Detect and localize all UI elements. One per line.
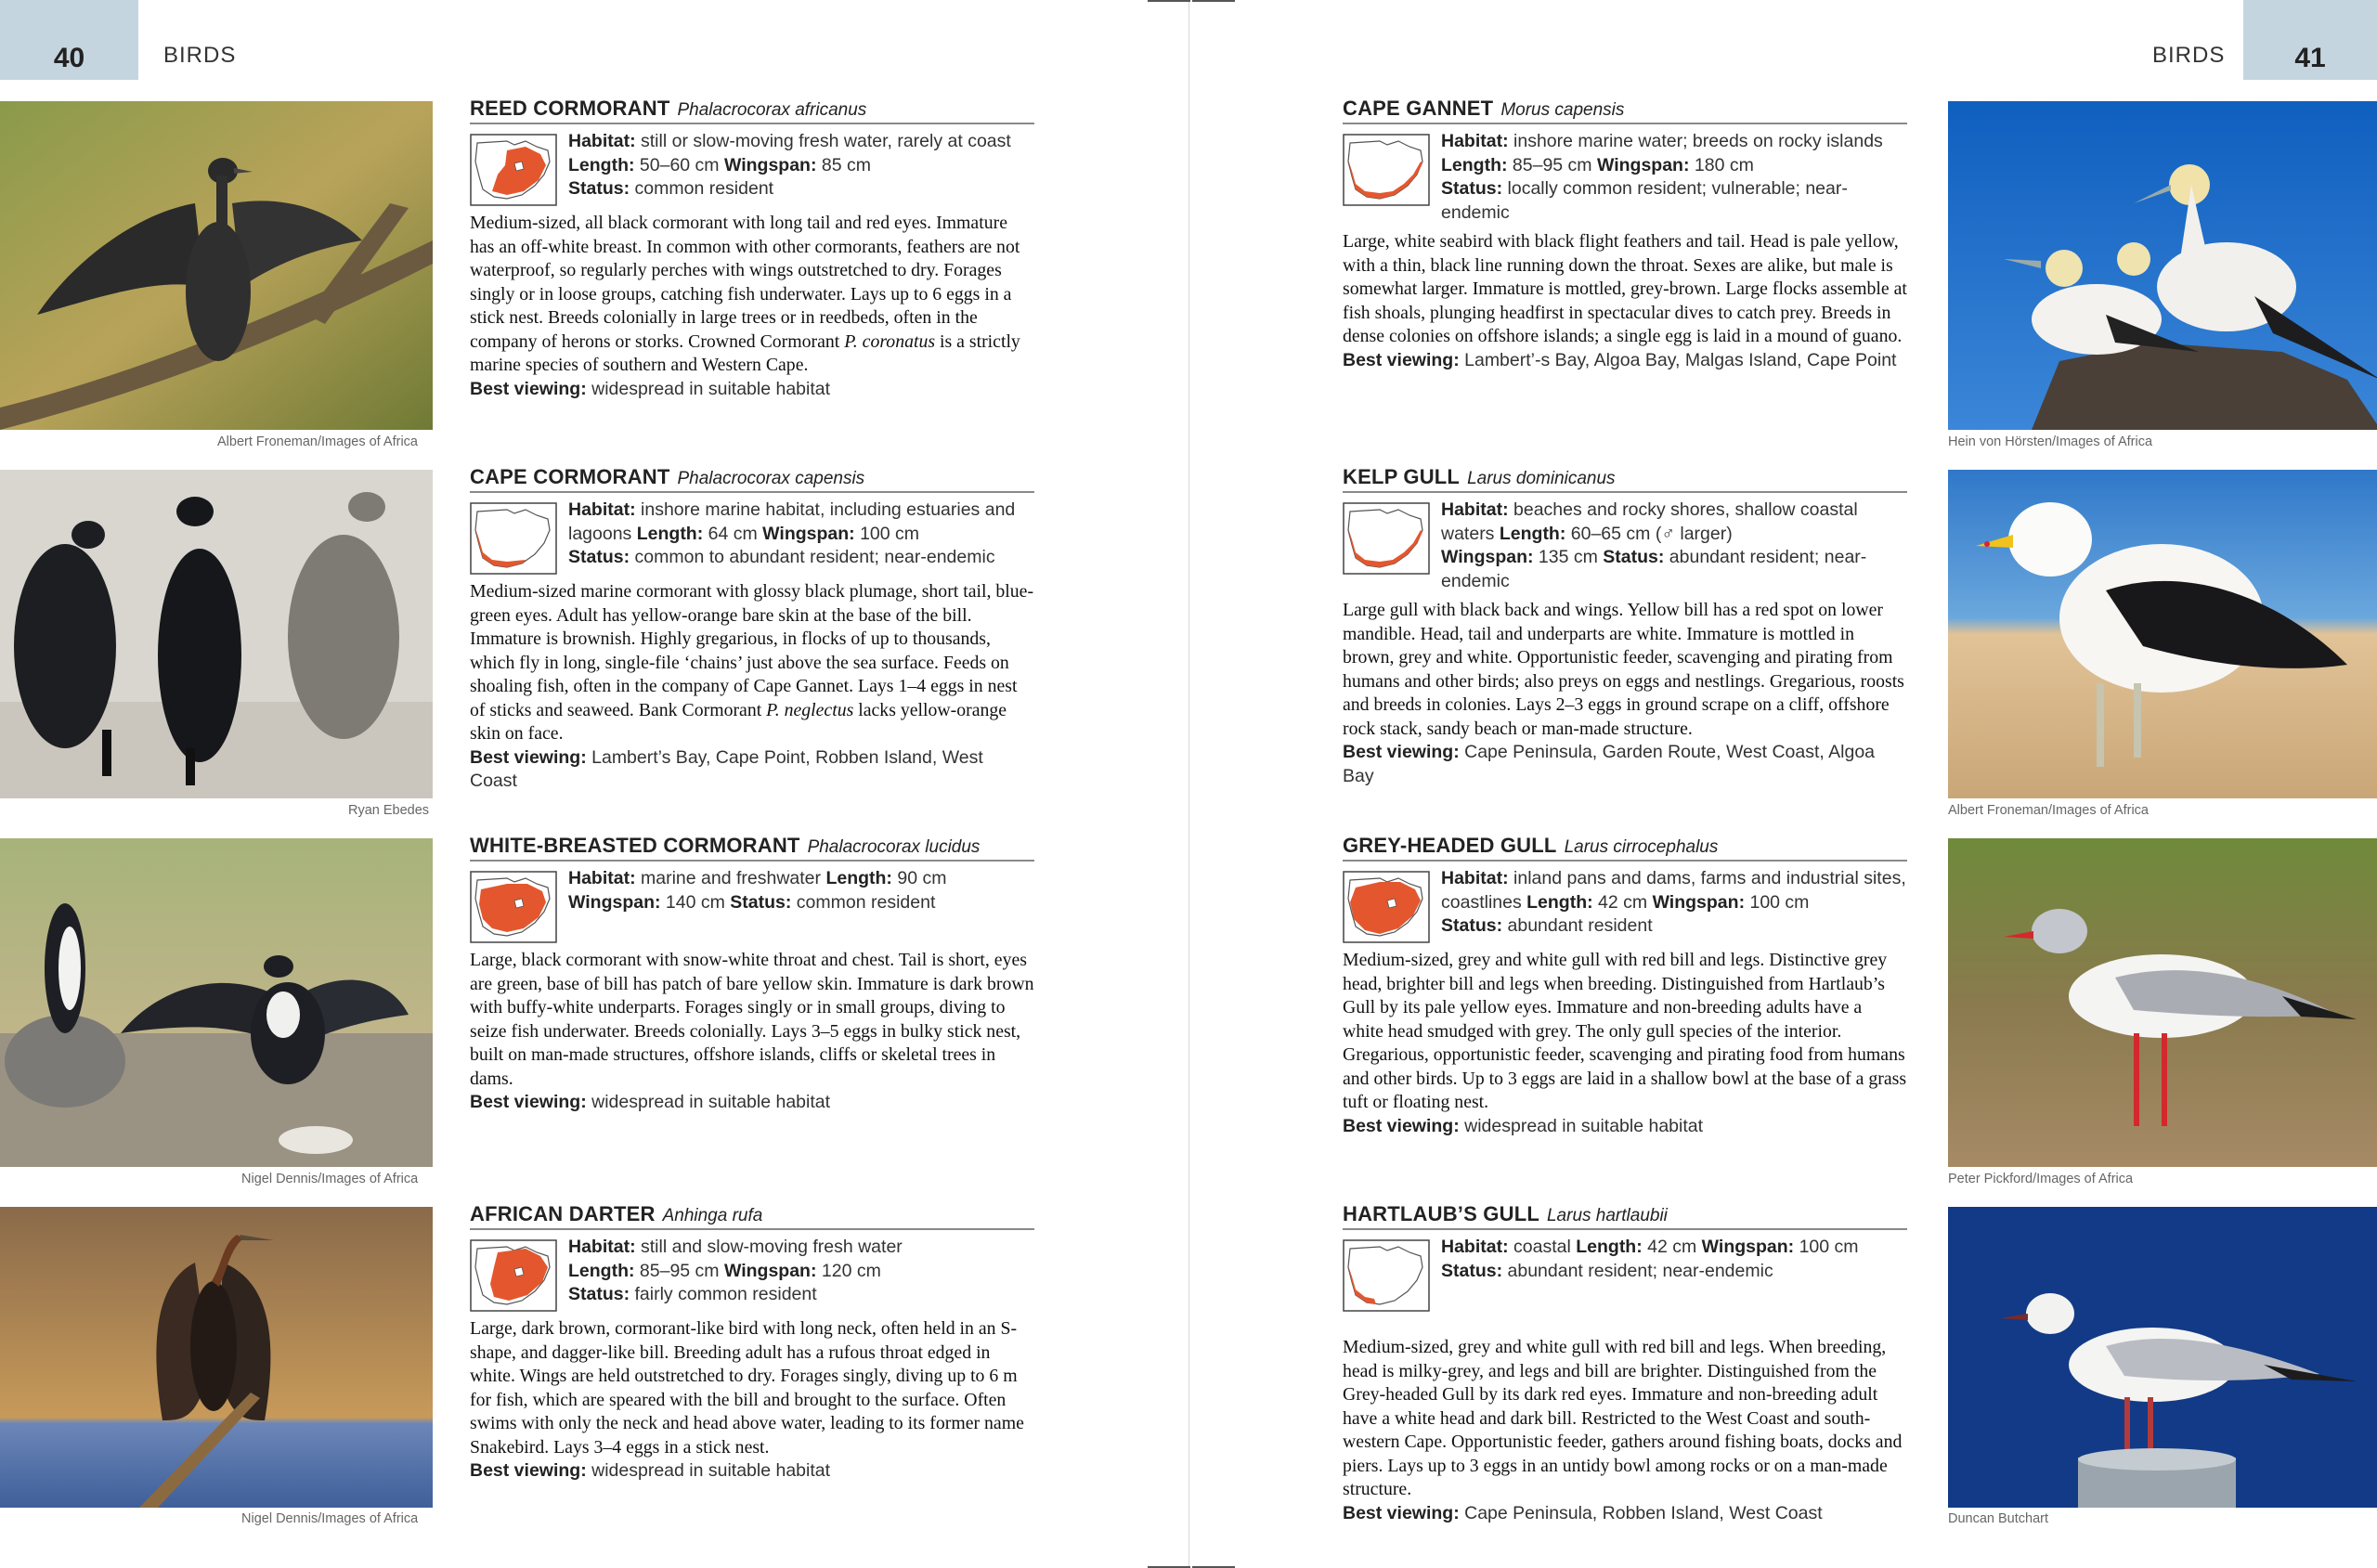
photo-credit-grey-headed-gull: Peter Pickford/Images of Africa [1948, 1172, 2134, 1186]
wingspan-label: Wingspan: [723, 154, 817, 175]
status-value: fairly common resident [634, 1284, 817, 1304]
best-viewing-value: Cape Peninsula, Garden Route, West Coast, Algoa Bay [1343, 742, 1876, 786]
photo-grey-headed-gull [1948, 838, 2377, 1167]
best-viewing [1343, 1115, 1907, 1139]
best-viewing-value: widespread in suitable habitat [591, 378, 831, 399]
habitat-value: coastal [1513, 1237, 1571, 1257]
description-text: Large, white seabird with black flight feathers and tail. Head is pale yellow, with a thin, black line running down the throat. Sexes are alike, but male is somewhat larger. Immature is mottled, grey-brown. Large flocks assemble at fish shoals, plunging headfirst in spectacular dives to catch prey. Breeds in dense colonies on offshore islands; a single egg is laid in a mound of guano. [1343, 231, 1907, 346]
length-value: 50–60 cm [639, 154, 720, 175]
crop-mark-top-left [1148, 0, 1190, 2]
length-value: 64 cm [708, 523, 758, 544]
photo-credit-cape-gannet: Hein von Hörsten/Images of Africa [1948, 434, 2153, 449]
scientific-name: Larus dominicanus [1467, 469, 1616, 488]
common-name: CAPE GANNET [1343, 97, 1494, 120]
common-name: GREY-HEADED GULL [1343, 834, 1557, 857]
running-head-left: BIRDS [163, 43, 237, 68]
description-italic: P. neglectus [766, 699, 854, 720]
species-entry-kelp-gull [1343, 465, 1907, 788]
fact-block [1441, 1236, 1859, 1312]
best-viewing-label: Best viewing: [1343, 349, 1460, 370]
range-map-icon [1343, 134, 1430, 206]
wingspan-value: 140 cm [665, 891, 725, 913]
best-viewing [470, 1091, 1034, 1115]
wingspan-label: Wingspan: [1441, 547, 1534, 567]
status-value: abundant resident; near-endemic [1441, 547, 1867, 591]
species-entry-grey-headed-gull [1343, 834, 1907, 1138]
best-viewing [470, 746, 1034, 794]
best-viewing [1343, 1502, 1907, 1526]
species-heading [1343, 465, 1907, 493]
range-map-icon [470, 134, 557, 206]
status-value: common to abundant resident; near-endemic [634, 547, 995, 567]
species-entry-cape-cormorant [470, 465, 1034, 794]
best-viewing-label: Best viewing: [470, 746, 587, 768]
photo-credit-white-breasted-cormorant: Nigel Dennis/Images of Africa [241, 1172, 419, 1186]
wingspan-value: 120 cm [821, 1260, 881, 1281]
species-description [470, 949, 1034, 1091]
status-label: Status: [568, 547, 630, 567]
description-text: Medium-sized, all black cormorant with long tail and red eyes. Immature has an off-white breast. In common with other cormorants, feathers are not waterproof, so regularly perches with wings outstretched to dry. Forages singly or in loose groups, catching fish underwater. Lays up to 6 eggs in a stick nest. Breeds colonially in large trees or in reedbeds, often in the company of herons or storks. Crowned Cormorant [470, 213, 1020, 352]
photo-hartlaubs-gull [1948, 1207, 2377, 1508]
habitat-value: still or slow-moving fresh water, rarely at coast [641, 131, 1011, 151]
best-viewing-value: widespread in suitable habitat [1464, 1115, 1704, 1136]
species-heading [470, 465, 1034, 493]
species-entry-cape-gannet [1343, 97, 1907, 372]
length-label: Length: [568, 154, 635, 175]
habitat-value: inshore marine habitat, including estuaries and lagoons [568, 499, 1016, 544]
range-map-icon [1343, 502, 1430, 575]
wingspan-label: Wingspan: [1652, 891, 1746, 913]
range-map-icon [1343, 871, 1430, 943]
fact-block [1441, 130, 1907, 225]
scientific-name: Larus hartlaubii [1546, 1206, 1668, 1225]
best-viewing [1343, 741, 1907, 788]
habitat-label: Habitat: [568, 1237, 636, 1257]
length-value: 90 cm [897, 868, 947, 888]
best-viewing-value: Lambert’-s Bay, Algoa Bay, Malgas Island, Cape Point [1464, 349, 1897, 370]
range-map-icon [470, 871, 557, 943]
photo-white-breasted-cormorant [0, 838, 433, 1167]
fact-block [1441, 867, 1907, 943]
length-label: Length: [1526, 891, 1593, 913]
habitat-value: still and slow-moving fresh water [641, 1237, 903, 1257]
status-value: abundant resident [1507, 915, 1653, 936]
fact-block [568, 867, 946, 943]
length-label: Length: [636, 523, 704, 544]
status-label: Status: [1441, 915, 1503, 936]
species-heading [470, 97, 1034, 124]
best-viewing-label: Best viewing: [470, 378, 587, 399]
photo-cape-cormorant [0, 470, 433, 798]
photo-credit-reed-cormorant: Albert Froneman/Images of Africa [217, 434, 418, 449]
habitat-label: Habitat: [568, 868, 636, 888]
description-text: Medium-sized, grey and white gull with red bill and legs. Distinctive grey head, brighter bill and legs when breeding. Distinguished from Hartlaub’s Gull by its pale yellow eyes. Immature and non-breeding adults have a white head smudged with grey. The only gull species of the interior. Gregarious, opportunistic feeder, scavenging and pirating food from humans and other birds. Up to 3 eggs are laid in a shallow bowl at the base of a grass tuft or floating nest. [1343, 950, 1907, 1112]
best-viewing-label: Best viewing: [1343, 742, 1460, 762]
wingspan-value: 180 cm [1694, 154, 1754, 175]
species-description [470, 580, 1034, 746]
status-value: common resident [634, 178, 774, 199]
length-value: 42 cm [1647, 1237, 1697, 1257]
species-heading [470, 834, 1034, 862]
scientific-name: Larus cirrocephalus [1564, 837, 1719, 857]
habitat-value: beaches and rocky shores, shallow coastal waters [1441, 499, 1858, 544]
best-viewing-label: Best viewing: [470, 1092, 587, 1112]
habitat-value: inshore marine water; breeds on rocky islands [1513, 131, 1883, 151]
range-map-icon [470, 1239, 557, 1312]
status-label: Status: [1441, 178, 1503, 199]
scientific-name: Phalacrocorax capensis [677, 469, 865, 488]
species-description [1343, 949, 1907, 1115]
description-italic: P. coronatus [844, 330, 936, 352]
common-name: HARTLAUB’S GULL [1343, 1202, 1539, 1225]
length-label: Length: [568, 1260, 635, 1281]
scientific-name: Phalacrocorax lucidus [807, 837, 981, 857]
habitat-label: Habitat: [568, 131, 636, 151]
photo-credit-hartlaubs-gull: Duncan Butchart [1948, 1511, 2049, 1526]
range-map-icon [1343, 1239, 1430, 1312]
best-viewing-value: widespread in suitable habitat [591, 1092, 831, 1112]
common-name: AFRICAN DARTER [470, 1202, 656, 1225]
length-value: 85–95 cm [1512, 154, 1592, 175]
wingspan-label: Wingspan: [762, 523, 855, 544]
best-viewing-value: Lambert’s Bay, Cape Point, Robben Island, West Coast [470, 746, 983, 791]
page-number-right: 41 [2243, 0, 2377, 80]
species-heading [470, 1202, 1034, 1230]
best-viewing [470, 378, 1034, 402]
species-description [470, 212, 1034, 378]
photo-reed-cormorant [0, 101, 433, 430]
habitat-value: inland pans and dams, farms and industrial sites, coastlines [1441, 868, 1906, 913]
best-viewing-label: Best viewing: [1343, 1502, 1460, 1523]
wingspan-value: 100 cm [1799, 1237, 1859, 1257]
range-map-icon [470, 502, 557, 575]
common-name: REED CORMORANT [470, 97, 670, 120]
best-viewing-label: Best viewing: [470, 1460, 587, 1481]
status-value: common resident [796, 891, 936, 913]
description-text: Large, black cormorant with snow-white throat and chest. Tail is short, eyes are green, base of bill has patch of bare yellow skin. Immature is dark brown with buffy-white underparts. Forages singly or in small groups, diving to seize fish underwater. Breeds colonially. Lays 3–5 eggs in bulky stick nest, built on man-made structures, offshore islands, cliffs or skeletal trees in dams. [470, 950, 1034, 1089]
description-text: Large, dark brown, cormorant-like bird with long neck, often held in an S-shape, and dagger-like bill. Breeding adult has a rufous throat edged in white. Wings are held outstretched to dry. Forages singly, diving up to 6 m for fish, which are speared with the bill and brought to the surface. Often swims with only the neck and head above water, leading to its former name Snakebird. Lays 3–4 eggs in a stick nest. [470, 1318, 1024, 1458]
description-text-cont: is a strictly marine species of southern and Western Cape. [470, 330, 1020, 375]
best-viewing-value: Cape Peninsula, Robben Island, West Coast [1464, 1502, 1823, 1523]
scientific-name: Phalacrocorax africanus [677, 100, 867, 120]
scientific-name: Morus capensis [1500, 100, 1625, 120]
fact-block [568, 499, 1034, 575]
habitat-label: Habitat: [1441, 131, 1509, 151]
species-entry-reed-cormorant [470, 97, 1034, 401]
best-viewing [1343, 349, 1907, 373]
photo-kelp-gull [1948, 470, 2377, 798]
photo-credit-african-darter: Nigel Dennis/Images of Africa [241, 1511, 419, 1526]
wingspan-label: Wingspan: [723, 1260, 817, 1281]
species-description [470, 1317, 1034, 1459]
habitat-label: Habitat: [568, 499, 636, 520]
status-value: locally common resident; vulnerable; near-endemic [1441, 178, 1848, 223]
length-label: Length: [825, 868, 892, 888]
species-heading [1343, 834, 1907, 862]
length-value: 60–65 cm (♂ larger) [1570, 523, 1733, 544]
length-value: 42 cm [1598, 891, 1648, 913]
scientific-name: Anhinga rufa [662, 1206, 763, 1225]
species-entry-african-darter [470, 1202, 1034, 1484]
common-name: KELP GULL [1343, 465, 1461, 488]
description-text: Medium-sized, grey and white gull with red bill and legs. When breeding, head is milky-grey, and legs and bill are brighter. Distinguished from the Grey-headed Gull by its dark red eyes. Immature and non-breeding adult have a white head and dark bill. Restricted to the West Coast and south-western Cape. Opportunistic feeder, gathers around fishing boats, docks and piers. Lays up to 3 eggs in an untidy bowl among rocks or on a man-made structure. [1343, 1337, 1903, 1499]
wingspan-label: Wingspan: [568, 891, 661, 913]
length-label: Length: [1576, 1237, 1643, 1257]
species-description [1343, 599, 1907, 741]
best-viewing-value: widespread in suitable habitat [591, 1460, 831, 1481]
photo-cape-gannet [1948, 101, 2377, 430]
species-entry-hartlaubs-gull [1343, 1202, 1907, 1525]
species-heading [1343, 1202, 1907, 1230]
species-description [1343, 230, 1907, 349]
description-text-cont: lacks yellow-orange skin on face. [470, 699, 1007, 744]
photo-credit-cape-cormorant: Ryan Ebedes [348, 803, 430, 818]
status-label: Status: [568, 1284, 630, 1304]
wingspan-value: 100 cm [1749, 891, 1810, 913]
photo-credit-kelp-gull: Albert Froneman/Images of Africa [1948, 803, 2149, 818]
status-label: Status: [1603, 547, 1665, 567]
wingspan-label: Wingspan: [1701, 1237, 1795, 1257]
wingspan-value: 85 cm [821, 154, 871, 175]
species-description [1343, 1336, 1907, 1502]
status-value: abundant resident; near-endemic [1507, 1260, 1773, 1281]
best-viewing [470, 1459, 1034, 1484]
common-name: CAPE CORMORANT [470, 465, 670, 488]
description-text: Medium-sized marine cormorant with glossy black plumage, short tail, blue-green eyes. Adult has yellow-orange bare skin at the base of the bill. Immature is brownish. Highly gregarious, in flocks of up to thousands, which fly in long, single-file ‘chains’ just above the sea surface. Feeds on shoaling fish, often in the company of Cape Gannet. Lays 1–4 eggs in nest of sticks and seaweed. Bank Cormorant [470, 581, 1034, 720]
habitat-label: Habitat: [1441, 868, 1509, 888]
length-label: Length: [1441, 154, 1508, 175]
status-label: Status: [1441, 1260, 1503, 1281]
fact-block [568, 130, 1034, 206]
habitat-label: Habitat: [1441, 1237, 1509, 1257]
best-viewing-label: Best viewing: [1343, 1115, 1460, 1136]
crop-mark-top-right [1192, 0, 1235, 2]
fact-block [568, 1236, 903, 1312]
common-name: WHITE-BREASTED CORMORANT [470, 834, 800, 857]
length-label: Length: [1499, 523, 1566, 544]
status-label: Status: [730, 891, 792, 913]
species-entry-white-breasted-cormorant [470, 834, 1034, 1115]
wingspan-value: 100 cm [860, 523, 920, 544]
running-head-right: BIRDS [2152, 43, 2226, 68]
page-number-left: 40 [0, 0, 138, 80]
species-heading [1343, 97, 1907, 124]
description-text: Large gull with black back and wings. Yellow bill has a red spot on lower mandible. Head, tail and underparts are white. Immature is mottled in brown, grey and white. Opportunistic feeder, scavenging and pirating from humans and other birds; also preys on eggs and nestlings. Gregarious, roosts and breeds in colonies. Lays 2–3 eggs in ground scrape on a cliff, offshore rock stack, sandy beach or man-made structure. [1343, 600, 1904, 739]
wingspan-label: Wingspan: [1596, 154, 1690, 175]
habitat-value: marine and freshwater [641, 868, 822, 888]
status-label: Status: [568, 178, 630, 199]
fact-block [1441, 499, 1907, 593]
length-value: 85–95 cm [639, 1260, 720, 1281]
habitat-label: Habitat: [1441, 499, 1509, 520]
gutter-line [1188, 0, 1189, 1568]
wingspan-value: 135 cm [1538, 547, 1598, 567]
photo-african-darter [0, 1207, 433, 1508]
